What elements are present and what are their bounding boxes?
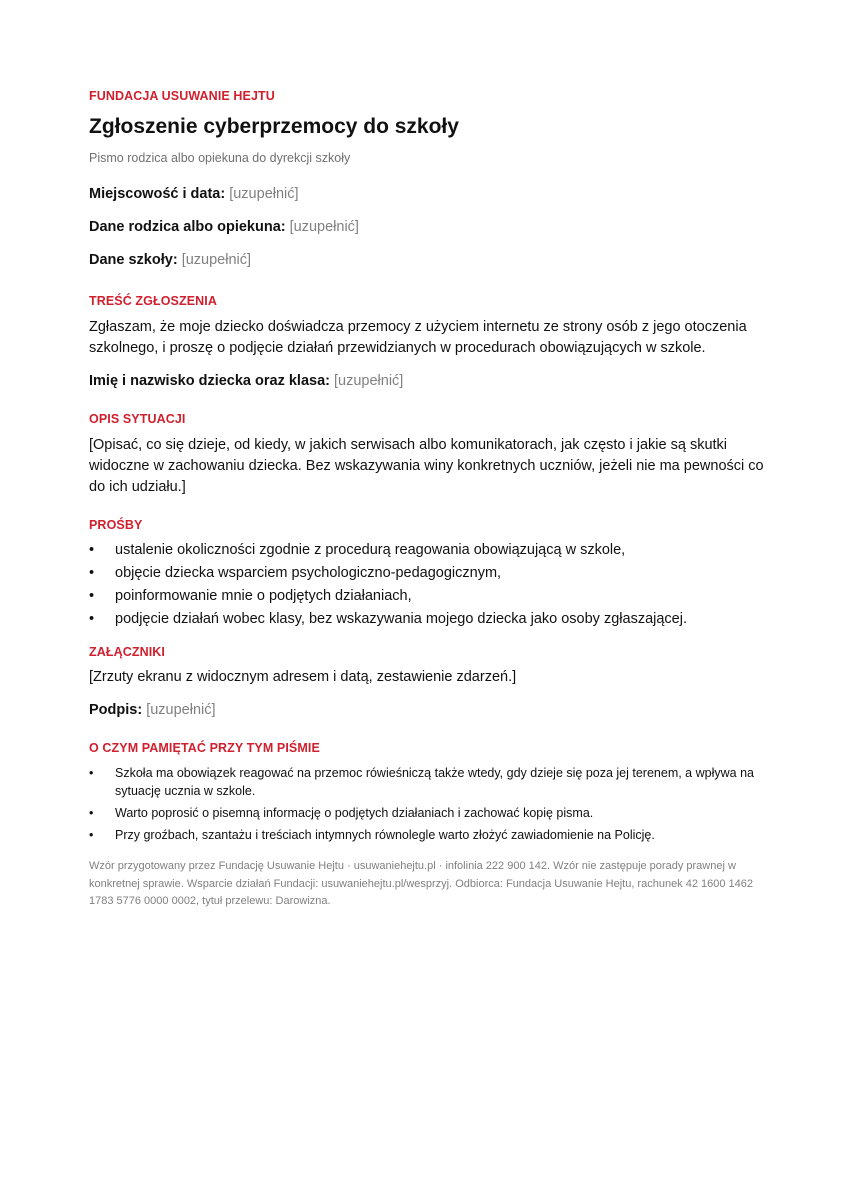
attachments-paragraph: [Zrzuty ekranu z widocznym adresem i datą, zestawienie zdarzeń.] — [89, 669, 517, 685]
list-item-text: poinformowanie mnie o podjętych działaniach, — [115, 588, 412, 604]
field-label: Imię i nazwisko dziecka oraz klasa: — [89, 373, 330, 389]
section-heading-requests: PROŚBY — [89, 518, 143, 532]
field-label: Dane szkoły: — [89, 252, 178, 268]
document-page — [89, 88, 769, 911]
bullet-icon: • — [89, 828, 94, 842]
document-title: Zgłoszenie cyberprzemocy do szkoły — [89, 115, 459, 138]
list-item — [89, 804, 769, 822]
field-child — [89, 371, 769, 391]
field-placeholder: [uzupełnić] — [334, 373, 404, 389]
field-signature — [89, 700, 769, 720]
field-placeholder: [uzupełnić] — [181, 252, 252, 268]
field-label: Dane rodzica albo opiekuna: — [89, 219, 286, 235]
section-heading-attachments: ZAŁĄCZNIKI — [89, 645, 165, 659]
list-item — [89, 586, 769, 606]
bullet-icon: • — [89, 611, 95, 627]
requests-list — [89, 540, 769, 629]
list-item — [89, 540, 769, 560]
bullet-icon: • — [89, 806, 94, 820]
field-placeholder: [uzupełnić] — [229, 186, 299, 202]
footer-note: Wzór przygotowany przez Fundację Usuwanie Hejtu · usuwaniehejtu.pl · infolinia 222 900 142. Wzór nie zastępuje porady prawnej w konkretnej sprawie. Wsparcie działań Fundacji: usuwaniehejtu.pl/wesprzyj. Odbiorca: Fundacja Usuwanie Hejtu, rachunek 42 1600 1462 1783 5776 0000 0002, tytuł przelewu: Darowizna. — [89, 860, 754, 907]
bullet-icon: • — [89, 565, 95, 581]
document-subtitle: Pismo rodzica albo opiekuna do dyrekcji szkoły — [89, 151, 351, 165]
list-item — [89, 563, 769, 583]
field-label: Miejscowość i data: — [89, 186, 226, 202]
situation-paragraph: [Opisać, co się dzieje, od kiedy, w jakich serwisach albo komunikatorach, jak często i jakie są skutki widoczne w zachowaniu dziecka. Bez wskazywania winy konkretnych uczniów, jeżeli nie ma pewności co do ich udziału.] — [89, 437, 764, 495]
content-paragraph: Zgłaszam, że moje dziecko doświadcza przemocy z użyciem internetu ze strony osób z jego otoczenia szkolnego, i proszę o podjęcie działań przewidzianych w procedurach obowiązujących w szkole. — [89, 319, 747, 356]
bullet-icon: • — [89, 542, 95, 558]
bullet-icon: • — [89, 766, 94, 780]
list-item-text: Szkoła ma obowiązek reagować na przemoc rówieśniczą także wtedy, gdy dzieje się poza jej terenem, a wpływa na sytuację ucznia w szkole. — [115, 766, 754, 798]
list-item-text: objęcie dziecka wsparciem psychologiczno-pedagogicznym, — [115, 565, 502, 581]
field-placeholder: [uzupełnić] — [146, 702, 216, 718]
field-school — [89, 250, 769, 270]
section-heading-situation: OPIS SYTUACJI — [89, 412, 186, 426]
field-place-date — [89, 184, 769, 204]
list-item-text: Warto poprosić o pisemną informację o podjętych działaniach i zachować kopię pisma. — [115, 806, 594, 820]
section-heading-reminders: O CZYM PAMIĘTAĆ PRZY TYM PIŚMIE — [89, 741, 320, 755]
organization-name: FUNDACJA USUWANIE HEJTU — [89, 89, 275, 103]
field-label: Podpis: — [89, 702, 143, 718]
list-item — [89, 609, 769, 629]
list-item-text: podjęcie działań wobec klasy, bez wskazywania mojego dziecka jako osoby zgłaszającej. — [115, 611, 687, 627]
section-heading-content: TREŚĆ ZGŁOSZENIA — [89, 294, 217, 308]
reminders-list — [89, 764, 769, 844]
list-item — [89, 764, 769, 800]
field-placeholder: [uzupełnić] — [289, 219, 359, 235]
bullet-icon: • — [89, 588, 95, 604]
list-item-text: ustalenie okoliczności zgodnie z procedurą reagowania obowiązującą w szkole, — [115, 542, 626, 558]
list-item — [89, 826, 769, 844]
list-item-text: Przy groźbach, szantażu i treściach intymnych równolegle warto złożyć zawiadomienie na Policję. — [115, 828, 655, 842]
field-parent — [89, 217, 769, 237]
